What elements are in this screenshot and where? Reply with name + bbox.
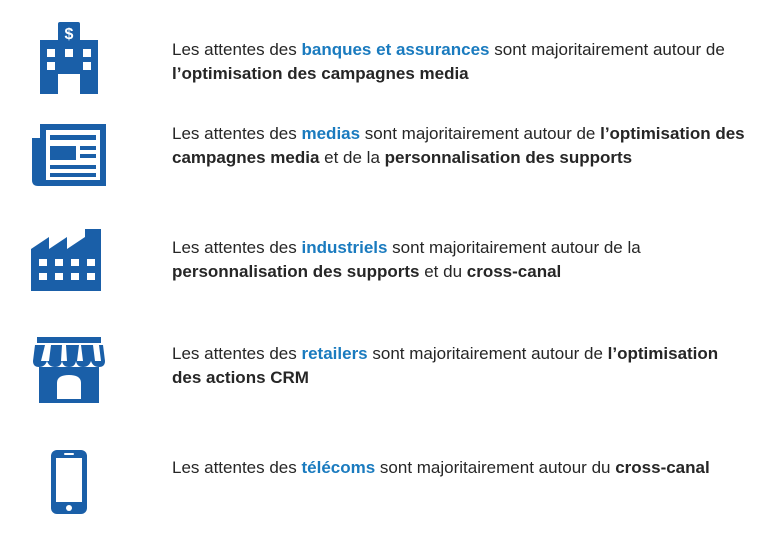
expectation-highlight: l’optimisation des actions CRM [172,344,719,387]
sector-name: banques et assurances [301,40,490,59]
text-plain: sont majoritairement autour de [360,124,601,143]
factory-icon [24,229,114,291]
smartphone-icon [24,450,114,514]
text-plain: Les attentes des [172,344,302,363]
sector-name: industriels [301,238,388,257]
sector-description [172,456,747,480]
bank-icon [24,22,114,94]
svg-text:$: $ [64,26,74,43]
expectation-highlight: cross-canal [615,458,710,477]
text-plain: sont majoritairement autour de la [387,238,641,257]
text-plain: et de la [319,148,385,167]
text-plain: sont majoritairement autour du [375,458,616,477]
sector-name: medias [301,124,361,143]
store-icon [24,337,114,403]
text-plain: Les attentes des [172,40,302,59]
newspaper-icon [24,124,114,186]
text-plain: sont majoritairement autour de [489,40,725,59]
text-plain: Les attentes des [172,458,302,477]
text-plain: Les attentes des [172,238,302,257]
expectation-highlight: l’optimisation des campagnes media [172,124,745,167]
sector-name: retailers [301,344,368,363]
sector-description [172,236,747,284]
expectation-highlight: personnalisation des supports [172,262,420,281]
text-plain: sont majoritairement autour de [367,344,608,363]
sector-description [172,38,747,86]
sector-name: télécoms [301,458,376,477]
text-plain: et du [419,262,467,281]
expectation-highlight: personnalisation des supports [384,148,633,167]
text-plain: Les attentes des [172,124,302,143]
expectation-highlight: cross-canal [466,262,562,281]
expectation-highlight: l’optimisation des campagnes media [172,64,469,83]
sector-description [172,122,747,170]
sector-description [172,342,747,390]
